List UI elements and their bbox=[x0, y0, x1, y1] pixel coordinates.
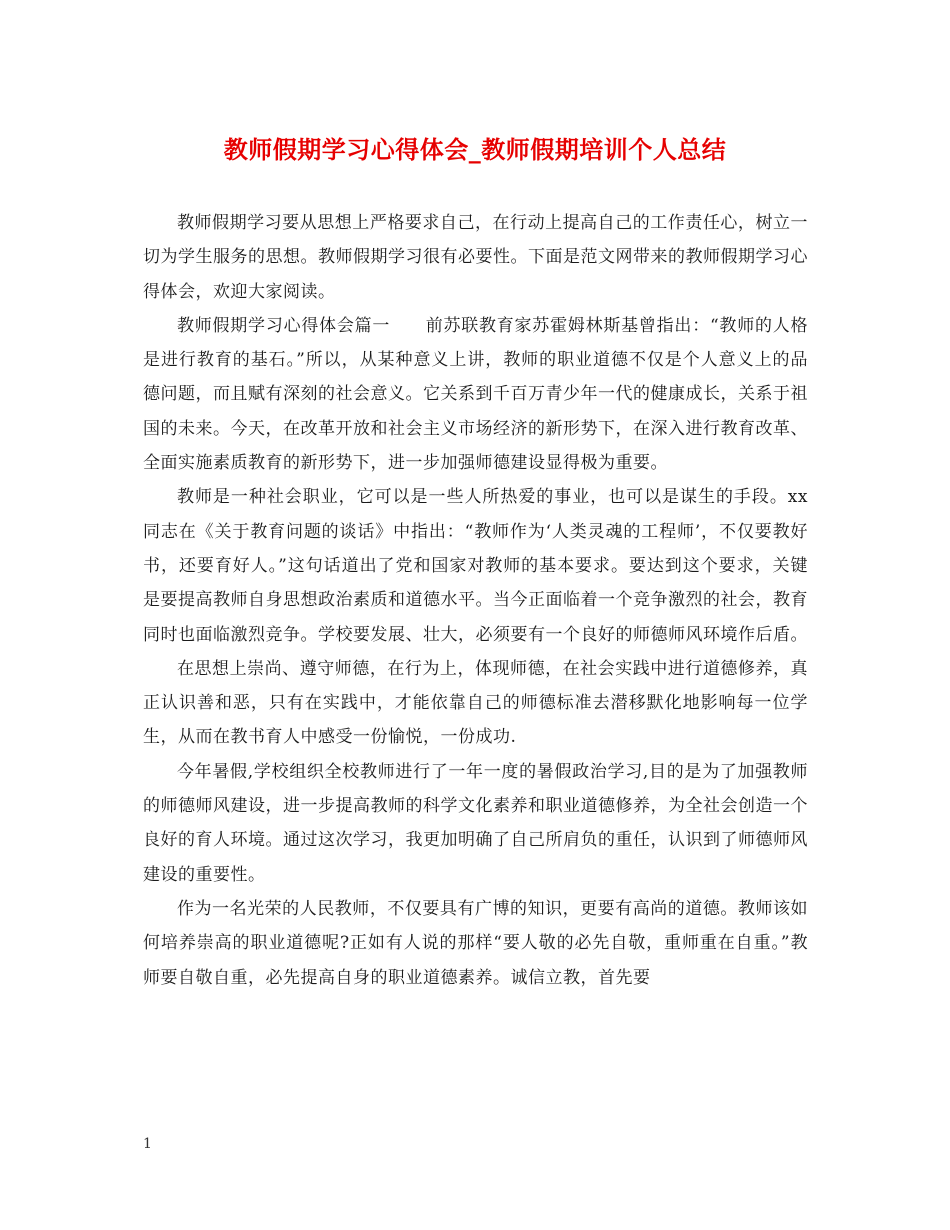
paragraph-morality-practice: 在思想上崇尚、遵守师德，在行为上，体现师德，在社会实践中进行道德修养，真正认识善和恶，只有在实践中，才能依靠自己的师德标准去潜移默化地影响每一位学生，从而在教书育人中感受一份愉悦，一份成功. bbox=[143, 658, 808, 748]
paragraph-noble-teacher: 作为一名光荣的人民教师，不仅要具有广博的知识，更要有高尚的道德。教师该如何培养崇高的职业道德呢?正如有人说的那样“要人敬的必先自敬，重师重在自重。”教师要自敬自重，必先提高自身的职业道德素养。诚信立教，首先要 bbox=[143, 898, 808, 988]
document-title: 教师假期学习心得体会_教师假期培训个人总结 bbox=[223, 135, 727, 164]
paragraph-intro: 教师假期学习要从思想上严格要求自己，在行动上提高自己的工作责任心，树立一切为学生服务的思想。教师假期学习很有必要性。下面是范文网带来的教师假期学习心得体会，欢迎大家阅读。 bbox=[143, 213, 808, 302]
paragraph-summer-study: 今年暑假,学校组织全校教师进行了一年一度的暑假政治学习,目的是为了加强教师的师德师风建设，进一步提高教师的科学文化素养和职业道德修养，为全社会创造一个良好的育人环境。通过这次学习，我更加明确了自己所肩负的重任，认识到了师德师风建设的重要性。 bbox=[143, 761, 808, 885]
paragraph-teacher-profession: 教师是一种社会职业，它可以是一些人所热爱的事业，也可以是谋生的手段。xx同志在《关于教育问题的谈话》中指出：“教师作为‘人类灵魂的工程师’，不仅要教好书，还要育好人。”这句话道出了党和国家对教师的基本要求。要达到这个要求，关键是要提高教师自身思想政治素质和道德水平。当今正面临着一个竞争激烈的社会，教育同时也面临激烈竞争。学校要发展、壮大，必须要有一个良好的师德师风环境作后盾。 bbox=[143, 487, 808, 645]
document-body bbox=[143, 206, 808, 995]
page-number: 1 bbox=[143, 1136, 152, 1152]
paragraph-part-one: 教师假期学习心得体会篇一 前苏联教育家苏霍姆林斯基曾指出：“教师的人格是进行教育的基石。”所以，从某种意义上讲，教师的职业道德不仅是个人意义上的品德问题，而且赋有深刻的社会意义。它关系到千百万青少年一代的健康成长，关系于祖国的未来。今天，在改革开放和社会主义市场经济的新形势下，在深入进行教育改革、全面实施素质教育的新形势下，进一步加强师德建设显得极为重要。 bbox=[143, 315, 808, 474]
